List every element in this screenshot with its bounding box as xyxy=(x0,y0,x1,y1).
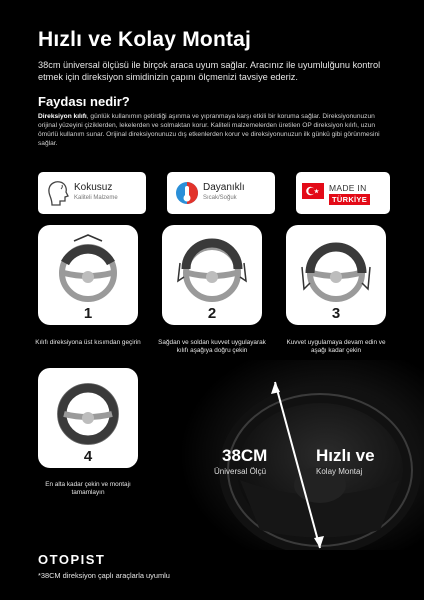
badge-durable-title: Dayanıklı xyxy=(203,182,245,193)
step-1-caption: Kılıfı direksiyona üst kısımdan geçirin xyxy=(35,339,141,346)
intro-text: 38cm üniversal ölçüsü ile birçok araca uyum sağlar. Aracınız ile uyumlulğunu kontrol etmek için direksiyon simidinizin çapını ölçmenizi tavsiye ederiz. xyxy=(38,60,381,82)
badge-durable-sub: Sıcak/Soğuk xyxy=(203,195,237,201)
step-4-number: 4 xyxy=(83,448,93,465)
promo-headline-sub: Kolay Montaj xyxy=(316,467,363,476)
step-4-card xyxy=(38,368,138,468)
odorless-icon xyxy=(45,179,71,207)
badge-made-in-turkey xyxy=(296,172,390,214)
promo-size-sub: Üniversal Ölçü xyxy=(214,467,267,476)
steering-wheel-icon xyxy=(50,233,126,303)
promo-headline: Hızlı ve xyxy=(316,446,375,465)
footnote: *38CM direksiyon çaplı araçlarla uyumlu xyxy=(38,571,170,580)
step-4-caption: En alta kadar çekin ve montajı tamamlayın xyxy=(45,481,131,497)
brand-logo xyxy=(38,552,105,567)
hot-cold-icon xyxy=(174,180,200,206)
promo-size: 38CM xyxy=(222,446,268,465)
steering-wheel-icon xyxy=(298,233,374,303)
benefits-body: , günlük kullanımın getirdiği aşınma ve yıpranmaya karşı etkili bir koruma sağlar. Direksiyonunuzun orijinal yüzeyini çiziklerden, lekelerden ve solmaktan korur. Kaliteli malzemelerden üretilen OP direksiyon kılıfı, uzun ömürlü kullanım sunar. Orijinal direksiyonunuzu dış etkenlerden korur ve direksiyonunuzun ilk günkü gibi görünmesini sağlar. xyxy=(38,113,380,147)
step-2-caption: Sağdan ve soldan kuvvet uygulayarak kılıfı aşağıya doğru çekin xyxy=(158,339,266,355)
step-2-number: 2 xyxy=(207,305,217,322)
turkey-label-text: TÜRKİYE xyxy=(332,195,368,204)
made-in-label: MADE IN xyxy=(329,183,367,193)
step-3-card xyxy=(286,225,386,325)
step-1-number: 1 xyxy=(83,305,93,322)
step-3-caption: Kuvvet uygulamaya devam edin ve aşağı kadar çekin xyxy=(286,339,386,355)
turkey-flag-icon xyxy=(302,183,324,199)
step-2-card xyxy=(162,225,262,325)
steering-wheel-photo xyxy=(180,360,424,550)
badge-odorless-title: Kokusuz xyxy=(74,182,113,193)
badge-durable xyxy=(167,172,275,214)
page-title: Hızlı ve Kolay Montaj xyxy=(38,28,252,51)
steering-wheel-icon xyxy=(174,233,250,303)
step-1-card xyxy=(38,225,138,325)
benefits-text xyxy=(38,113,390,149)
badge-odorless xyxy=(38,172,146,214)
benefits-heading: Faydası nedir? xyxy=(38,94,130,109)
brand-logo-part2: PIST xyxy=(70,552,106,567)
step-3-number: 3 xyxy=(331,305,341,322)
brand-logo-part1: OTO xyxy=(38,552,71,567)
steering-wheel-icon xyxy=(50,376,126,446)
benefits-lead: Direksiyon kılıfı xyxy=(38,113,87,120)
badge-odorless-sub: Kaliteli Malzeme xyxy=(74,195,118,201)
turkey-label xyxy=(329,194,370,205)
